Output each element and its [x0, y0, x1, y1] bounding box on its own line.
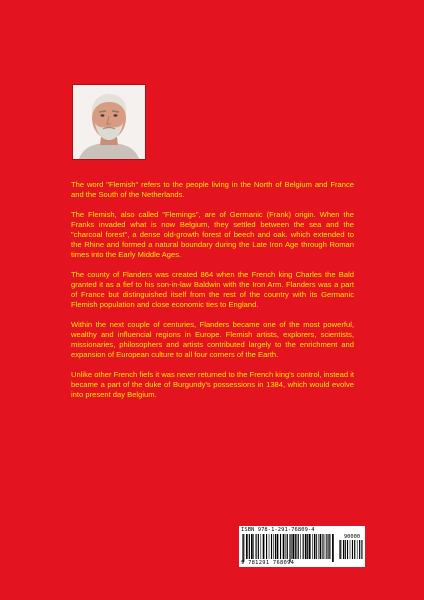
barcode-bar	[361, 540, 362, 559]
barcode-bar	[354, 540, 355, 559]
barcode-bar	[269, 534, 270, 559]
barcode-bar	[253, 534, 254, 559]
barcode-bar	[322, 534, 323, 559]
barcode-bar	[283, 534, 285, 559]
barcode-bar	[303, 534, 304, 559]
barcode-bar	[343, 540, 344, 559]
blurb-paragraph-2: The Flemish, also called "Flemings", are of Germanic (Frank) origin. When the Franks invaded what is now Belgium, they settled between the sea and the "charcoal forest", a dense old-growth forest of beech and oak. which extended to the Rhine and formed a natural boundary during the Late Iron Age through Roman times into the Early Middle Ages.	[71, 210, 354, 259]
author-photo	[72, 84, 146, 160]
barcode-bar	[320, 534, 322, 559]
barcode-bar	[280, 534, 281, 559]
barcode-bar	[292, 534, 294, 559]
barcode-bar	[314, 534, 315, 559]
barcode-bar	[266, 534, 267, 559]
barcode-bar	[287, 534, 288, 559]
barcode-bar	[345, 540, 346, 559]
blurb-paragraph-3: The county of Flanders was created 864 when the French king Charles the Bald granted it as a fief to his son-in-law Baldwin with the Iron Arm. Flanders was a part of France but distinguished itself from the rest of the country with its Germanic Flemish population and close economic ties to England.	[71, 270, 354, 309]
price-addon-number: 90000	[343, 534, 361, 540]
barcode-bar	[261, 534, 262, 559]
barcode-bar	[243, 534, 244, 562]
barcode-bar	[309, 534, 311, 559]
author-portrait-image	[73, 85, 145, 159]
barcode-bar	[249, 534, 250, 559]
barcode-bar	[246, 534, 248, 559]
barcode-bar	[277, 534, 279, 559]
barcode-bar	[340, 540, 341, 559]
barcode-bar	[286, 534, 287, 559]
barcode-bar	[307, 534, 308, 559]
barcode-bar	[312, 534, 313, 559]
barcode-bar	[326, 534, 327, 559]
isbn-barcode	[239, 526, 365, 567]
cover-blurb	[71, 180, 354, 410]
barcode-bar	[350, 540, 351, 559]
barcode-bar	[339, 540, 340, 559]
barcode-bar	[305, 534, 307, 559]
barcode-bar	[357, 540, 358, 559]
barcode-bar	[329, 534, 330, 559]
barcode-bar	[273, 534, 274, 559]
barcode-bar	[258, 534, 259, 559]
barcode-bar	[332, 534, 334, 562]
barcode-bar	[256, 534, 257, 559]
barcode-bar	[271, 534, 272, 559]
blurb-paragraph-1: The word "Flemish" refers to the people living in the North of Belgium and France and the South of the Netherlands.	[71, 180, 354, 199]
isbn-label: ISBN 978-1-291-76809-4	[241, 527, 315, 533]
barcode-bar	[359, 540, 360, 559]
barcode-bar	[263, 534, 265, 559]
barcode-bar	[318, 534, 319, 559]
barcode-bar	[347, 540, 348, 559]
blurb-paragraph-5: Unlike other French fiefs it was never returned to the French king's control, instead it became a part of the duke of Burgundy's possessions in 1384, which would evolve into present day Belgium.	[71, 370, 354, 399]
barcode-bar	[352, 540, 353, 559]
blurb-paragraph-4: Within the next couple of centuries, Flanders became one of the most powerful, wealthy and influencial regions in Europe. Flemish artists, explorers, scientists, missionaries, philosophers and artists contributed largely to the enrichment and expansion of European culture to all four corners of the Earth.	[71, 320, 354, 359]
barcode-bar	[295, 534, 296, 559]
barcode-bar	[289, 534, 290, 562]
barcode-bar	[328, 534, 329, 559]
addon-barcode-bars	[339, 540, 363, 562]
barcode-bar	[325, 534, 326, 559]
barcode-bar	[298, 534, 299, 559]
barcode-bar	[251, 534, 253, 559]
ean-digits: 9 781291 768094	[241, 560, 295, 566]
barcode-bar	[316, 534, 317, 559]
barcode-bar	[275, 534, 276, 559]
barcode-bar	[291, 534, 292, 559]
ean-barcode-bars	[242, 534, 336, 562]
barcode-bar	[296, 534, 297, 559]
barcode-bar	[300, 534, 301, 559]
barcode-bar	[242, 534, 243, 562]
